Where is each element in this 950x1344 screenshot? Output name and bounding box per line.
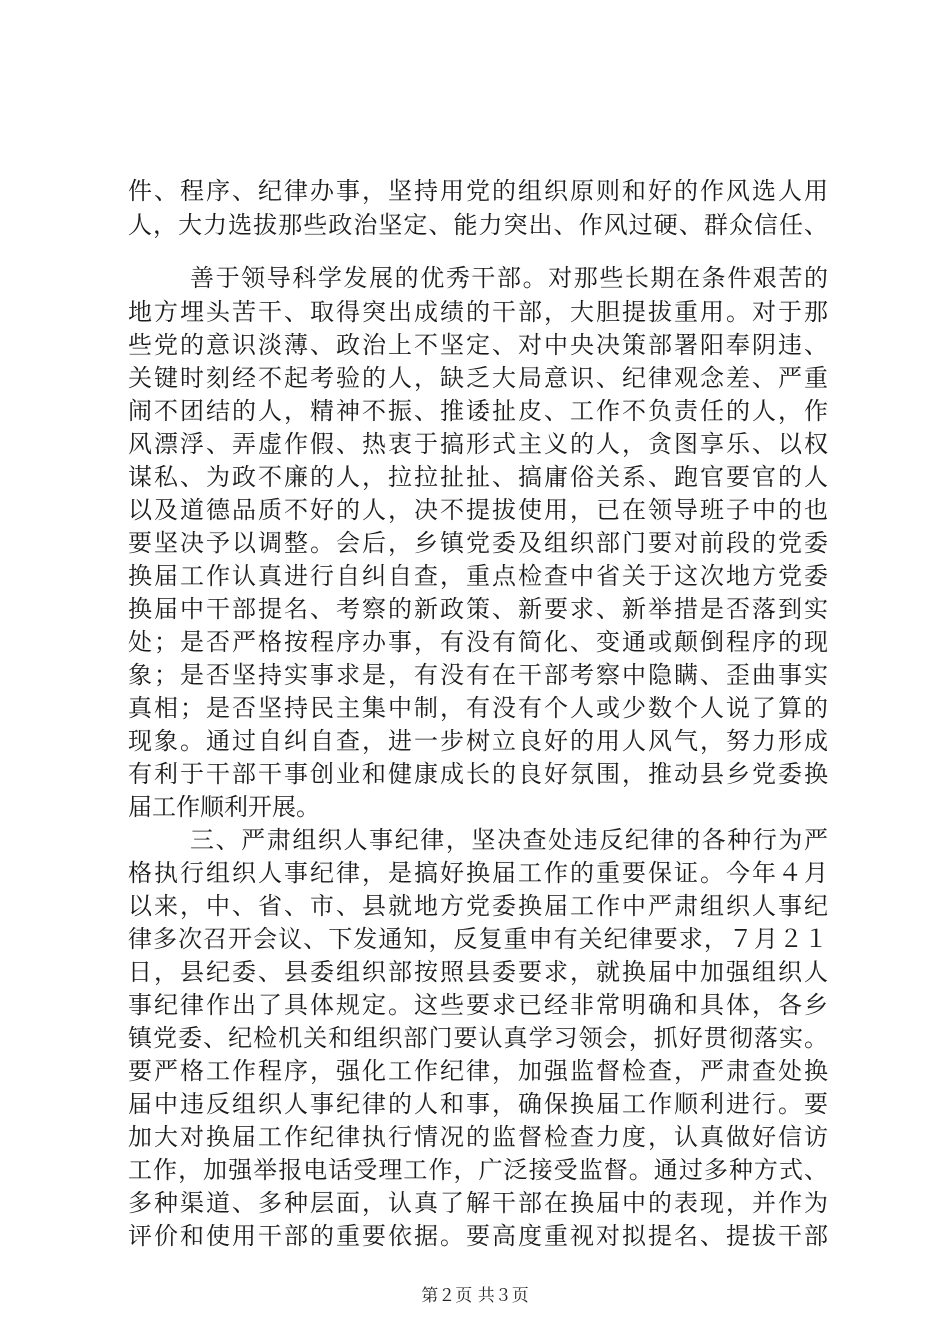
text-line: 些党的意识淡薄、政治上不坚定、对中央决策部署阳奉阴违、 [128,331,828,359]
text-line: 有利于干部干事创业和健康成长的良好氛围，推动县乡党委换 [128,760,828,788]
text-line: 加大对换届工作纪律执行情况的监督检查力度，认真做好信访 [128,1123,828,1151]
text-line: 多种渠道、多种层面，认真了解干部在换届中的表现，并作为 [128,1189,828,1217]
paragraph-first-line: 善于领导科学发展的优秀干部。对那些长期在条件艰苦的 [190,264,828,292]
text-line: 事纪律作出了具体规定。这些要求已经非常明确和具体，各乡 [128,991,828,1019]
text-line: 地方埋头苦干、取得突出成绩的干部，大胆提拔重用。对于那 [128,298,828,326]
text-line: 处；是否严格按程序办事，有没有简化、变通或颠倒程序的现 [128,628,828,656]
text-line: 以来，中、省、市、县就地方党委换届工作中严肃组织人事纪 [128,892,828,920]
text-line: 人，大力选拔那些政治坚定、能力突出、作风过硬、群众信任、 [128,211,828,239]
text-line: 关键时刻经不起考验的人，缺乏大局意识、纪律观念差、严重 [128,364,828,392]
section-heading-line: 三、严肃组织人事纪律，坚决查处违反纪律的各种行为严 [190,826,828,854]
text-line: 谋私、为政不廉的人，拉拉扯扯、搞庸俗关系、跑官要官的人 [128,463,828,491]
text-line: 格执行组织人事纪律，是搞好换届工作的重要保证。今年４月 [128,859,828,887]
text-line: 闹不团结的人，精神不振、推诿扯皮、工作不负责任的人，作 [128,397,828,425]
page-number-footer: 第２页 共３页 [421,1286,529,1306]
text-line: 风漂浮、弄虚作假、热衷于搞形式主义的人，贪图享乐、以权 [128,430,828,458]
text-line: 要坚决予以调整。会后，乡镇党委及组织部门要对前段的党委 [128,529,828,557]
text-line: 件、程序、纪律办事，坚持用党的组织原则和好的作风选人用 [128,177,828,205]
text-line: 换届工作认真进行自纠自查，重点检查中省关于这次地方党委 [128,562,828,590]
text-line: 以及道德品质不好的人，决不提拔使用，已在领导班子中的也 [128,496,828,524]
text-line: 届中违反组织人事纪律的人和事，确保换届工作顺利进行。要 [128,1090,828,1118]
text-line: 评价和使用干部的重要依据。要高度重视对拟提名、提拔干部 [128,1222,828,1250]
paragraph-last-line: 届工作顺利开展。 [128,793,320,821]
text-line: 日，县纪委、县委组织部按照县委要求，就换届中加强组织人 [128,958,828,986]
text-line: 律多次召开会议、下发通知，反复重申有关纪律要求，７月２１ [128,925,828,953]
text-line: 真相；是否坚持民主集中制，有没有个人或少数个人说了算的 [128,694,828,722]
text-line: 要严格工作程序，强化工作纪律，加强监督检查，严肃查处换 [128,1057,828,1085]
text-line: 象；是否坚持实事求是，有没有在干部考察中隐瞒、歪曲事实 [128,661,828,689]
text-line: 现象。通过自纠自查，进一步树立良好的用人风气，努力形成 [128,727,828,755]
text-line: 换届中干部提名、考察的新政策、新要求、新举措是否落到实 [128,595,828,623]
text-line: 镇党委、纪检机关和组织部门要认真学习领会，抓好贯彻落实。 [128,1024,828,1052]
text-line: 工作，加强举报电话受理工作，广泛接受监督。通过多种方式、 [128,1156,828,1184]
